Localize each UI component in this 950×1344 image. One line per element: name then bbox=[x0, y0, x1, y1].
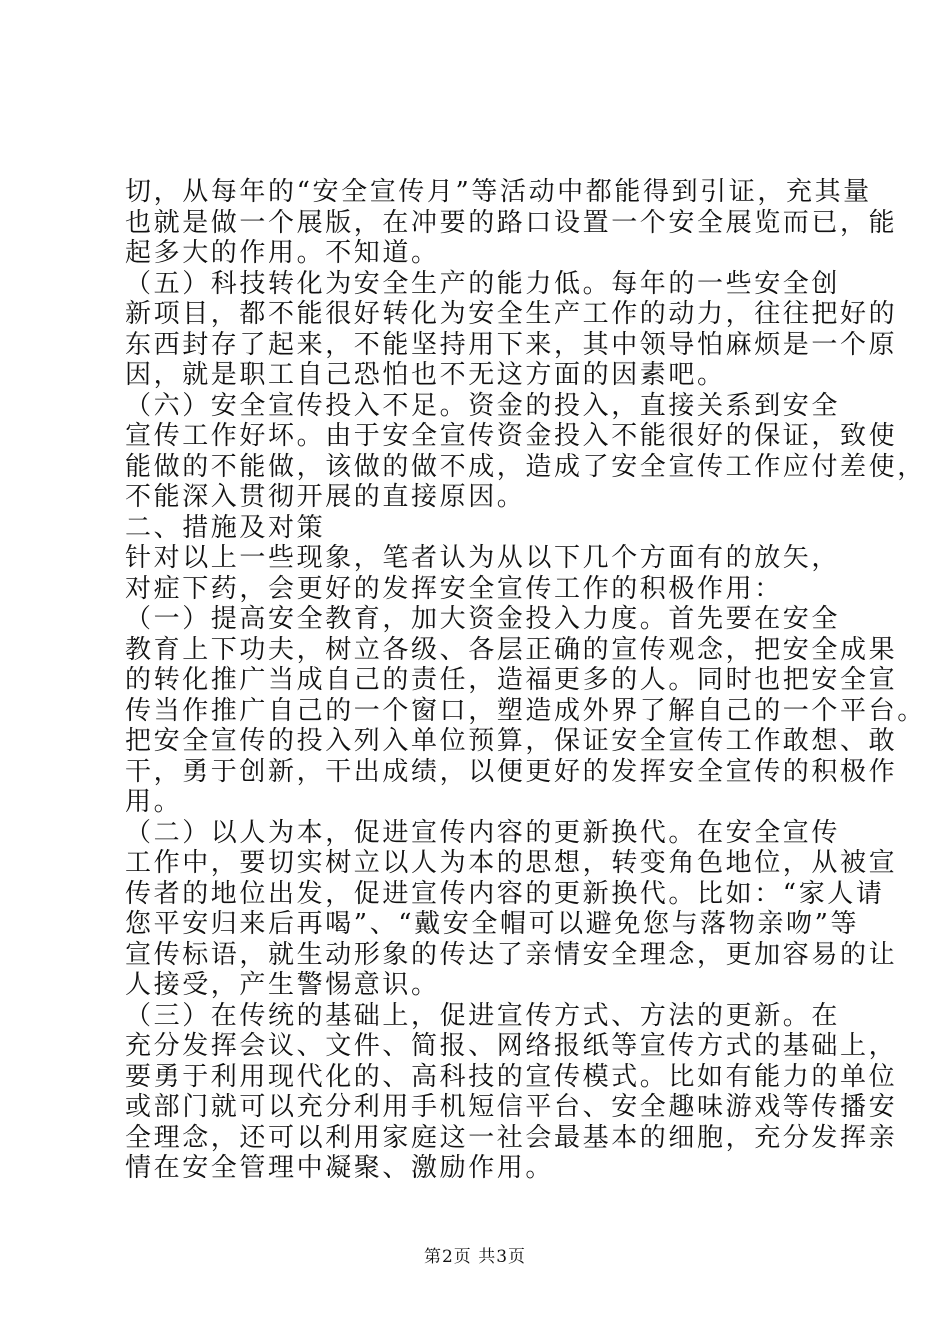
text-line: 起多大的作用。不知道。 bbox=[125, 238, 440, 268]
text-line: 用。 bbox=[125, 787, 183, 817]
text-line: 要勇于利用现代化的、高科技的宣传模式。比如有能力的单位 bbox=[125, 1062, 898, 1092]
text-line: 人接受，产生警惕意识。 bbox=[125, 970, 440, 1000]
text-line: （三）在传统的基础上，促进宣传方式、方法的更新。在 bbox=[125, 1001, 841, 1031]
text-line: （一）提高安全教育，加大资金投入力度。首先要在安全 bbox=[125, 604, 841, 634]
text-line: 切，从每年的“安全宣传月”等活动中都能得到引证，充其量 bbox=[125, 177, 872, 207]
text-line: 能做的不能做，该做的做不成，造成了安全宣传工作应付差使， bbox=[125, 452, 926, 482]
text-line: 不能深入贯彻开展的直接原因。 bbox=[125, 482, 526, 512]
text-line: 把安全宣传的投入列入单位预算，保证安全宣传工作敢想、敢 bbox=[125, 726, 898, 756]
text-line: 宣传工作好坏。由于安全宣传资金投入不能很好的保证，致使 bbox=[125, 421, 898, 451]
text-line: （二）以人为本，促进宣传内容的更新换代。在安全宣传 bbox=[125, 818, 841, 848]
text-line: 的转化推广当成自己的责任，造福更多的人。同时也把安全宣 bbox=[125, 665, 898, 695]
text-line: 充分发挥会议、文件、简报、网络报纸等宣传方式的基础上， bbox=[125, 1031, 898, 1061]
text-line: 教育上下功夫，树立各级、各层正确的宣传观念，把安全成果 bbox=[125, 635, 898, 665]
text-line: 东西封存了起来，不能坚持用下来，其中领导怕麻烦是一个原 bbox=[125, 330, 898, 360]
page-number-footer: 第2页 共3页 bbox=[423, 1247, 527, 1267]
text-line: 情在安全管理中凝聚、激励作用。 bbox=[125, 1153, 555, 1183]
text-line: 全理念，还可以利用家庭这一社会最基本的细胞，充分发挥亲 bbox=[125, 1123, 898, 1153]
text-line: 传当作推广自己的一个窗口，塑造成外界了解自己的一个平台。 bbox=[125, 696, 926, 726]
text-line: 您平安归来后再喝”、“戴安全帽可以避免您与落物亲吻”等 bbox=[125, 909, 860, 939]
text-line: 干，勇于创新，干出成绩，以便更好的发挥安全宣传的积极作 bbox=[125, 757, 898, 787]
text-line: 工作中，要切实树立以人为本的思想，转变角色地位，从被宣 bbox=[125, 848, 898, 878]
text-line: 因，就是职工自己恐怕也不无这方面的因素吧。 bbox=[125, 360, 726, 390]
text-line: 对症下药，会更好的发挥安全宣传工作的积极作用： bbox=[125, 574, 783, 604]
text-line: 宣传标语，就生动形象的传达了亲情安全理念，更加容易的让 bbox=[125, 940, 898, 970]
text-line: 新项目，都不能很好转化为安全生产工作的动力，往往把好的 bbox=[125, 299, 898, 329]
text-line: 传者的地位出发，促进宣传内容的更新换代。比如：“家人请 bbox=[125, 879, 885, 909]
text-line: 也就是做一个展版，在冲要的路口设置一个安全展览而已，能 bbox=[125, 208, 898, 238]
text-line: （六）安全宣传投入不足。资金的投入，直接关系到安全 bbox=[125, 391, 841, 421]
text-line: 或部门就可以充分利用手机短信平台、安全趣味游戏等传播安 bbox=[125, 1092, 898, 1122]
section-heading: 二、措施及对策 bbox=[125, 513, 326, 543]
text-line: 针对以上一些现象，笔者认为从以下几个方面有的放矢， bbox=[125, 543, 841, 573]
text-line: （五）科技转化为安全生产的能力低。每年的一些安全创 bbox=[125, 269, 841, 299]
